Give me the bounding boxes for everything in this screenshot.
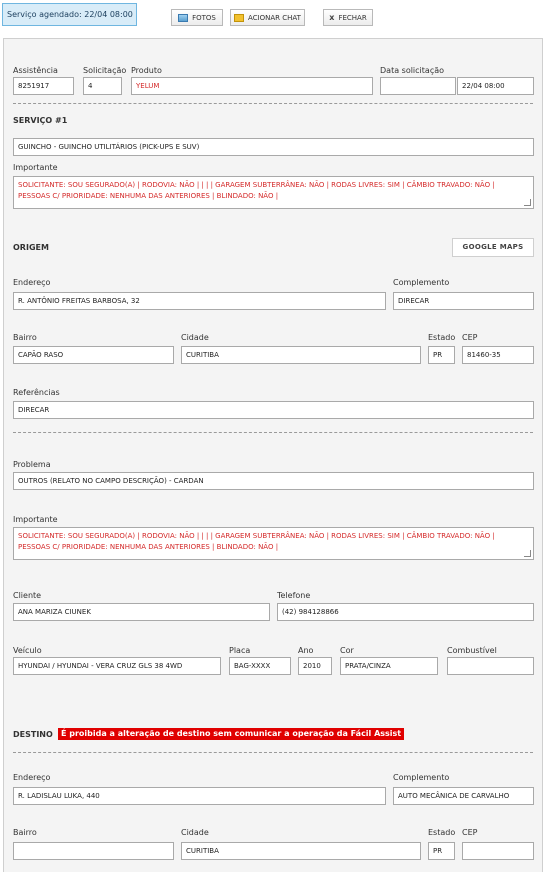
photos-button[interactable] [171,9,223,26]
year-field[interactable]: 2010 [298,657,332,675]
origin-address-label: Endereço [13,278,51,287]
scheduled-badge: Serviço agendado: 22/04 08:00 [2,3,137,26]
problem-field[interactable]: OUTROS (RELATO NO CAMPO DESCRIÇÃO) - CARDAN [13,472,534,490]
date-label: Data solicitação [380,66,445,75]
origin-title: ORIGEM [13,243,49,252]
destination-state-field[interactable]: PR [428,842,455,860]
phone-label: Telefone [277,591,311,600]
close-button[interactable] [323,9,373,26]
color-label: Cor [340,646,354,655]
date-field[interactable] [380,77,456,95]
origin-district-field[interactable]: CAPÃO RASO [13,346,174,364]
divider [13,432,533,433]
destination-zip-field[interactable] [462,842,534,860]
service-panel [3,38,543,872]
problem-label: Problema [13,460,51,469]
chat-icon [234,14,244,22]
resize-handle-icon[interactable] [524,550,531,557]
solicitation-field[interactable]: 4 [83,77,122,95]
origin-state-field[interactable]: PR [428,346,455,364]
service-important-textarea[interactable] [13,176,534,209]
origin-zip-field[interactable]: 81460-35 [462,346,534,364]
google-maps-button[interactable]: GOOGLE MAPS [452,238,534,257]
problem-important-textarea[interactable] [13,527,534,560]
assistance-field[interactable]: 8251917 [13,77,74,95]
origin-city-label: Cidade [181,333,209,342]
product-label: Produto [131,66,162,75]
color-field[interactable]: PRATA/CINZA [340,657,438,675]
service-important-text: SOLICITANTE: SOU SEGURADO(A) | RODOVIA: NÃO | | | | GARAGEM SUBTERRÂNEA: NÃO | RODAS LIVRES: SIM | CÂMBIO TRAVADO: NÃO | PESSOAS C/ PRIORIDADE: NENHUMA DAS ANTERIORES | BLINDADO: NÃO | [18,181,495,200]
origin-district-label: Bairro [13,333,37,342]
problem-important-label: Importante [13,515,58,524]
client-field[interactable]: ANA MARIZA CIUNEK [13,603,270,621]
resize-handle-icon[interactable] [524,199,531,206]
origin-state-label: Estado [428,333,456,342]
destination-title: DESTINO [13,730,53,739]
phone-field[interactable]: (42) 984128866 [277,603,534,621]
destination-complement-field[interactable]: AUTO MECÂNICA DE CARVALHO [393,787,534,805]
origin-city-field[interactable]: CURITIBA [181,346,421,364]
year-label: Ano [298,646,314,655]
datetime-field[interactable]: 22/04 08:00 [457,77,534,95]
fuel-field[interactable] [447,657,534,675]
origin-references-field[interactable]: DIRECAR [13,401,534,419]
destination-warning: É proibida a alteração de destino sem comunicar a operação da Fácil Assist [58,728,404,740]
origin-complement-field[interactable]: DIRECAR [393,292,534,310]
destination-state-label: Estado [428,828,456,837]
divider [13,103,533,104]
destination-district-label: Bairro [13,828,37,837]
destination-district-field[interactable] [13,842,174,860]
destination-zip-label: CEP [462,828,478,837]
chat-label: ACIONAR CHAT [248,13,301,22]
plate-field[interactable]: BAG-XXXX [229,657,291,675]
close-label: FECHAR [338,13,367,22]
service-type-field[interactable]: GUINCHO - GUINCHO UTILITÁRIOS (PICK-UPS E SUV) [13,138,534,156]
destination-address-field[interactable]: R. LADISLAU LUKA, 440 [13,787,386,805]
service-important-label: Importante [13,163,58,172]
problem-important-text: SOLICITANTE: SOU SEGURADO(A) | RODOVIA: NÃO | | | | GARAGEM SUBTERRÂNEA: NÃO | RODAS LIVRES: SIM | CÂMBIO TRAVADO: NÃO | PESSOAS C/ PRIORIDADE: NENHUMA DAS ANTERIORES | BLINDADO: NÃO | [18,532,495,551]
assistance-label: Assistência [13,66,58,75]
solicitation-label: Solicitação [83,66,127,75]
photo-icon [178,14,188,22]
origin-address-field[interactable]: R. ANTÔNIO FREITAS BARBOSA, 32 [13,292,386,310]
vehicle-label: Veículo [13,646,42,655]
fuel-label: Combustível [447,646,497,655]
close-icon: x [329,13,335,22]
origin-zip-label: CEP [462,333,478,342]
photos-label: FOTOS [192,13,216,22]
product-field[interactable]: YELUM [131,77,373,95]
chat-button[interactable] [230,9,305,26]
client-label: Cliente [13,591,42,600]
destination-city-label: Cidade [181,828,209,837]
origin-references-label: Referências [13,388,60,397]
vehicle-field[interactable]: HYUNDAI / HYUNDAI - VERA CRUZ GLS 38 4WD [13,657,221,675]
destination-city-field[interactable]: CURITIBA [181,842,421,860]
destination-complement-label: Complemento [393,773,450,782]
destination-address-label: Endereço [13,773,51,782]
divider [13,752,533,753]
plate-label: Placa [229,646,251,655]
service-title: SERVIÇO #1 [13,116,68,125]
origin-complement-label: Complemento [393,278,450,287]
